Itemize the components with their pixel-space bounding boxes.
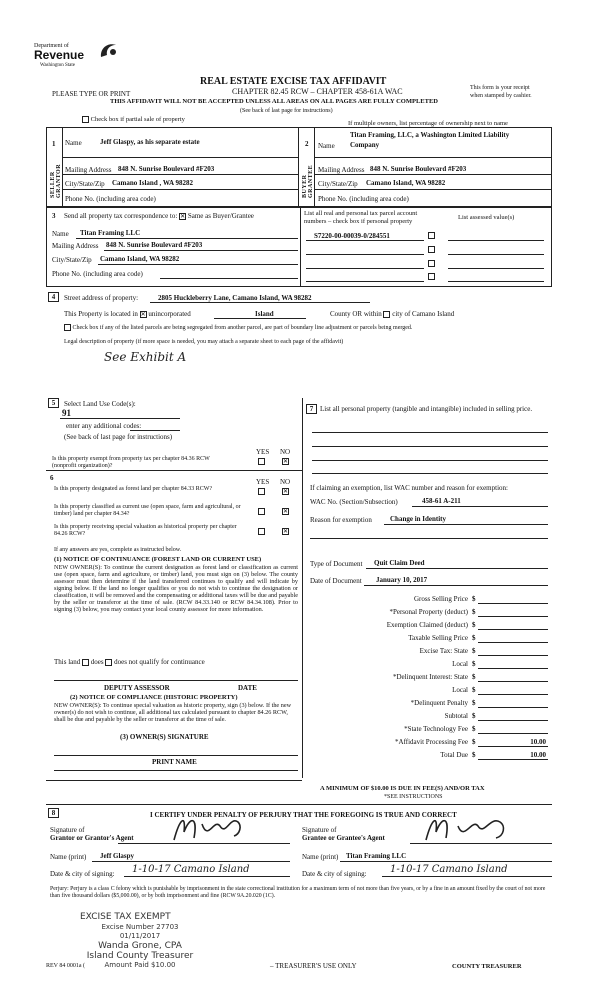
stamp-line3: 01/11/2017 xyxy=(119,932,161,940)
fee-currency: $ xyxy=(472,686,476,694)
buyer-city: Camano Island, WA 98282 xyxy=(366,179,446,187)
dor-swirl-icon xyxy=(98,40,120,60)
doc-type: Quit Claim Deed xyxy=(374,559,425,567)
city-of-checkbox[interactable] xyxy=(383,311,390,318)
fee-label: Gross Selling Price xyxy=(413,595,468,603)
exempt-question: Is this property exempt from property tax per chapter 84.36 RCW (nonprofit organization)? xyxy=(52,456,210,469)
personal-property: List all personal property (tangible and intangible) included in selling price. xyxy=(320,405,533,413)
grantee-date-city: 1-10-17 Camano Island xyxy=(390,864,508,875)
sec3-name-label: Name xyxy=(52,230,69,238)
parcel-3-checkbox[interactable] xyxy=(428,260,435,267)
exempt-no-checkbox[interactable]: ✕ xyxy=(283,459,289,465)
sec6-yes: YES xyxy=(256,478,270,486)
fee-currency: $ xyxy=(472,608,476,616)
if-any-yes: If any answers are yes, complete as instructed below. xyxy=(54,547,182,553)
stamp-line4: Wanda Grone, CPA xyxy=(98,941,182,951)
sig-grantee-2: Grantee or Grantee's Agent xyxy=(302,834,385,842)
seller-name-label: Name xyxy=(65,139,82,147)
parcel-1: S7220-00-00039-0/284551 xyxy=(314,232,390,240)
dor-logo xyxy=(30,40,130,72)
land-use-code: 91 xyxy=(62,408,71,418)
fee-currency: $ xyxy=(472,660,476,668)
date-city-right: Date & city of signing: xyxy=(302,870,367,878)
grantee-signature xyxy=(420,812,520,846)
sig-grantor-1: Signature of xyxy=(50,826,85,834)
notice2-title: (2) NOTICE OF COMPLIANCE (HISTORIC PROPERTY) xyxy=(70,694,238,701)
legal-desc-handwritten: See Exhibit A xyxy=(104,350,187,364)
sec3-mailing-label: Mailing Address xyxy=(52,242,99,250)
receipt-note-2: when stamped by cashier. xyxy=(470,93,532,99)
partial-sale-checkbox[interactable] xyxy=(82,116,89,123)
county-or: County OR within city of Camano Island xyxy=(330,310,455,318)
sig-grantee-1: Signature of xyxy=(302,826,337,834)
grantor-date-city: 1-10-17 Camano Island xyxy=(132,864,250,875)
parcel-1-checkbox[interactable] xyxy=(428,232,435,239)
sec3-phone-label: Phone No. (including area code) xyxy=(52,270,143,278)
sec5-see-back: (See back of last page for instructions) xyxy=(64,433,173,441)
fee-label: *Personal Property (deduct) xyxy=(389,608,468,616)
segregated-checkbox[interactable] xyxy=(64,324,71,331)
reason-value: Change in Identity xyxy=(390,515,447,523)
historic-q: Is this property receiving special valuation as historical property per chapter 84.26 RCW? xyxy=(54,524,237,537)
sec3-mailing: 848 N. Sunrise Boulevard #F203 xyxy=(106,241,203,249)
fee-label: *Delinquent Interest: State xyxy=(392,673,468,681)
fee-currency: $ xyxy=(472,738,476,746)
sec3-send: Send all property tax correspondence to: ✕ Same as Buyer/Grantee xyxy=(64,212,254,220)
current-use-yes-checkbox[interactable] xyxy=(258,508,265,515)
wac-value: 458-61 A-211 xyxy=(422,497,461,505)
current-use-no-checkbox[interactable]: ✕ xyxy=(283,509,289,515)
seller-city-label: City/State/Zip xyxy=(65,180,105,188)
located-in: This Property is located in ✕ unincorporated xyxy=(64,310,191,318)
seller-city: Camano Island , WA 98282 xyxy=(112,179,193,187)
stamp-line5: Island County Treasurer xyxy=(86,951,194,961)
multiple-owners: If multiple owners, list percentage of ownership next to name xyxy=(348,120,508,127)
buyer-name-label: Name xyxy=(318,142,335,150)
reason-label: Reason for exemption xyxy=(310,516,372,524)
county-name: Island xyxy=(255,310,274,318)
forest-q: Is this property designated as forest land per chapter 84.33 RCW? xyxy=(54,486,213,492)
historic-yes-checkbox[interactable] xyxy=(258,528,265,535)
historic-no-checkbox[interactable]: ✕ xyxy=(283,529,289,535)
seller-phone-label: Phone No. (including area code) xyxy=(65,195,156,203)
exemption-question: If claiming an exemption, list WAC number and reason for exemption: xyxy=(310,484,508,492)
this-land: This land does does not qualify for continuance xyxy=(54,658,205,666)
perjury-text: Perjury: Perjury is a class C felony which is punishable by imprisonment in the state correctional institution for a maximum term of not more than five years, or by a fine in an amount fixed by the court of not more than five thousand dollars ($5,000.00), or by both imprisonment and fine (RCW 9A.20.020 (1C). xyxy=(50,886,546,899)
fee-value[interactable]: 10.00 xyxy=(530,751,546,759)
county-treasurer: COUNTY TREASURER xyxy=(452,963,522,970)
fee-currency: $ xyxy=(472,647,476,655)
seller-mailing: 848 N. Sunrise Boulevard #F203 xyxy=(118,165,215,173)
date-city-left: Date & city of signing: xyxy=(50,870,115,878)
does-checkbox[interactable] xyxy=(82,659,89,666)
parcel-header-1: List all real and personal tax parcel account xyxy=(304,210,418,217)
parcel-4-checkbox[interactable] xyxy=(428,273,435,280)
name-print-left: Name (print) xyxy=(50,853,87,861)
buyer-section-num: 2 xyxy=(305,140,309,148)
form-chapter: CHAPTER 82.45 RCW – CHAPTER 458-61A WAC xyxy=(232,87,403,96)
assessed-header: List assessed value(s) xyxy=(458,214,515,221)
fee-label: Taxable Selling Price xyxy=(408,634,468,642)
additional-codes: enter any additional codes: xyxy=(66,422,142,430)
please-type: PLEASE TYPE OR PRINT xyxy=(52,90,131,98)
name-print-right: Name (print) xyxy=(302,853,339,861)
seller-section-num: 1 xyxy=(52,140,56,148)
buyer-name-2: Company xyxy=(350,141,380,149)
stamp-line6: Amount Paid $10.00 xyxy=(104,961,176,969)
buyer-side-label: BUYER GRANTEE xyxy=(302,164,314,198)
sec4-num: 4 xyxy=(48,292,59,302)
segregated: Check box if any of the listed parcels are being segregated from another parcel, are part of boundary line adjustment or parcels being merged. xyxy=(64,324,412,332)
fee-currency: $ xyxy=(472,621,476,629)
treasurer-stamp xyxy=(70,912,210,970)
doc-type-label: Type of Document xyxy=(310,560,363,568)
sec5-yes: YES xyxy=(256,448,270,456)
forest-no-checkbox[interactable]: ✕ xyxy=(283,489,289,495)
minimum-due: A MINIMUM OF $10.00 IS DUE IN FEE(S) AND/OR TAX xyxy=(320,785,485,792)
buyer-phone-label: Phone No. (including area code) xyxy=(318,195,409,203)
see-instructions: *SEE INSTRUCTIONS xyxy=(384,794,443,800)
fee-label: Exemption Claimed (deduct) xyxy=(386,621,468,629)
rev-number: REV 84 0001a ( xyxy=(46,963,86,969)
buyer-mailing: 848 N. Sunrise Boulevard #F203 xyxy=(370,165,467,173)
buyer-city-label: City/State/Zip xyxy=(318,180,358,188)
unincorporated-checkbox[interactable]: ✕ xyxy=(140,311,146,318)
wac-label: WAC No. (Section/Subsection) xyxy=(310,498,398,506)
seller-name: Jeff Glaspy, as his separate estate xyxy=(100,138,200,146)
same-as-buyer-checkbox[interactable]: ✕ xyxy=(180,213,186,220)
fee-label: *Affidavit Processing Fee xyxy=(395,738,468,746)
doc-date: January 10, 2017 xyxy=(376,576,428,584)
dept-line1: Department of xyxy=(34,43,69,49)
street-address: 2805 Huckleberry Lane, Camano Island, WA 98282 xyxy=(158,294,312,302)
sec5-num: 5 xyxy=(48,398,59,408)
notice1-title: (1) NOTICE OF CONTINUANCE (FOREST LAND OR CURRENT USE) xyxy=(54,556,262,563)
buyer-name-1: Titan Framing, LLC, a Washington Limited Liability xyxy=(350,131,510,139)
sig-grantor-2: Grantor or Grantor's Agent xyxy=(50,834,134,842)
doc-date-label: Date of Document xyxy=(310,577,362,585)
fee-currency: $ xyxy=(472,725,476,733)
grantor-print-name: Jeff Glaspy xyxy=(100,852,135,860)
buyer-mailing-label: Mailing Address xyxy=(318,166,365,174)
dept-line3: Washington State xyxy=(40,63,76,68)
stamp-line1: EXCISE TAX EXEMPT xyxy=(80,912,171,922)
stamp-line2: Excise Number 27703 xyxy=(101,923,179,931)
parcel-header-2: numbers – check box if personal property xyxy=(304,218,413,225)
fee-currency: $ xyxy=(472,712,476,720)
treasurer-use: – TREASURER'S USE ONLY xyxy=(270,962,357,970)
fee-label: *Delinquent Penalty xyxy=(410,699,468,707)
land-use-label: Select Land Use Code(s): xyxy=(64,400,136,408)
receipt-note-1: This form is your receipt xyxy=(470,85,530,91)
sec3-name: Titan Framing LLC xyxy=(80,229,141,237)
fee-currency: $ xyxy=(472,595,476,603)
street-label: Street address of property: xyxy=(64,294,139,302)
seller-side-label: SELLER GRANTOR xyxy=(50,163,62,198)
fee-label: Local xyxy=(452,660,468,668)
partial-sale: Check box if partial sale of property xyxy=(82,116,185,124)
fee-label: Total Due xyxy=(440,751,468,759)
sec6-no: NO xyxy=(280,478,291,486)
fee-label: Excise Tax: State xyxy=(419,647,468,655)
exempt-yes-checkbox[interactable] xyxy=(258,458,265,465)
fee-currency: $ xyxy=(472,699,476,707)
certify-text: I CERTIFY UNDER PENALTY OF PERJURY THAT THE FOREGOING IS TRUE AND CORRECT xyxy=(150,811,457,819)
fee-currency: $ xyxy=(472,751,476,759)
fee-label: *State Technology Fee xyxy=(404,725,468,733)
deputy-assessor: DEPUTY ASSESSOR xyxy=(104,684,170,692)
owner-signature: (3) OWNER(S) SIGNATURE xyxy=(120,733,209,741)
fee-label: Local xyxy=(452,686,468,694)
deputy-date: DATE xyxy=(238,684,257,692)
sec8-num: 8 xyxy=(48,808,59,818)
does-not-checkbox[interactable] xyxy=(105,659,112,666)
sec3-num: 3 xyxy=(52,212,56,220)
sec6-num: 6 xyxy=(50,474,54,482)
print-name: PRINT NAME xyxy=(152,758,197,766)
current-use-q: Is this property classified as current use (open space, farm and agricultural, or timber) land per chapter 84.34? xyxy=(54,504,241,517)
notice1-body: NEW OWNER(S): To continue the current designation as forest land or classification as current use (open space, farm and agriculture, or timber) land, you must sign on (3) below. The county assessor must then determine if the land transferred continues to qualify and will indicate by signing below. If the land no longer qualifies or you do not wish to continue the designation or classification, it will be removed and the compensating or additional taxes will be due and payable by the seller or transferor at the time of sale. (RCW 84.33.140 or RCW 84.34.108). Prior to signing (3) below, you may contact your local county assessor for more information. xyxy=(54,564,298,613)
notice2-body: NEW OWNER(S): To continue special valuation as historic property, sign (3) below. If the new owner(s) do not wish to continue, all additional tax calculated pursuant to chapter 84.26 RCW, shall be due and payable by the seller or transferor at the time of sale. xyxy=(54,702,292,723)
forest-yes-checkbox[interactable] xyxy=(258,488,265,495)
form-title: REAL ESTATE EXCISE TAX AFFIDAVIT xyxy=(200,76,387,87)
grantor-signature xyxy=(168,812,248,846)
grantee-print-name: Titan Framing LLC xyxy=(346,852,407,860)
warning: THIS AFFIDAVIT WILL NOT BE ACCEPTED UNLESS ALL AREAS ON ALL PAGES ARE FULLY COMPLETED xyxy=(110,98,438,105)
seller-mailing-label: Mailing Address xyxy=(65,166,112,174)
legal-desc: Legal description of property (if more space is needed, you may attach a separate sheet to each page of the affidavit) xyxy=(64,339,344,345)
sec7-num: 7 xyxy=(306,404,317,414)
parcel-2-checkbox[interactable] xyxy=(428,246,435,253)
fee-label: Subtotal xyxy=(444,712,468,720)
fee-currency: $ xyxy=(472,634,476,642)
sec3-city: Camano Island, WA 98282 xyxy=(100,255,180,263)
sec3-city-label: City/State/Zip xyxy=(52,256,92,264)
fee-value[interactable]: 10.00 xyxy=(530,738,546,746)
see-back-header: (See back of last page for instructions) xyxy=(240,108,333,114)
sec5-no: NO xyxy=(280,448,291,456)
fee-currency: $ xyxy=(472,673,476,681)
dept-line2: Revenue xyxy=(34,48,85,62)
